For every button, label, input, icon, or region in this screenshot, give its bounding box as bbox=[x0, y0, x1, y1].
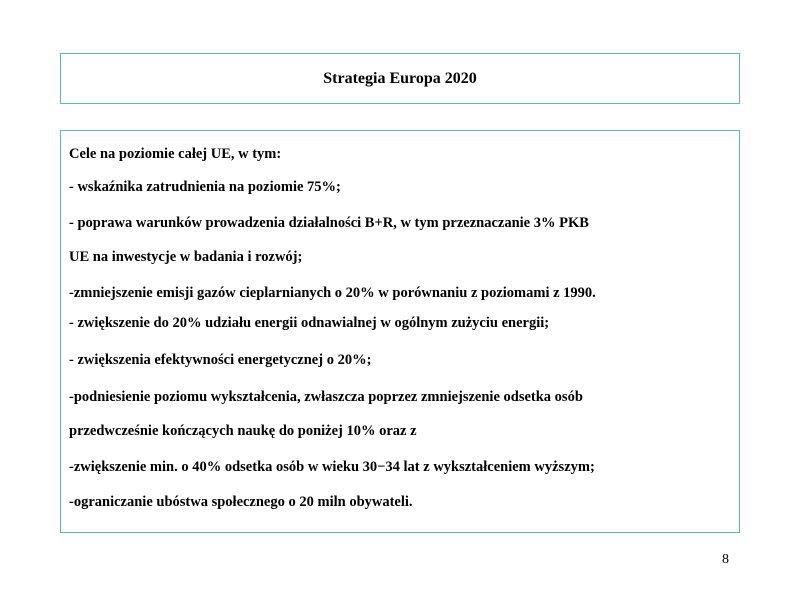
content-line-renewables: - zwiększenie do 20% udziału energii odnawialnej w ogólnym zużyciu energii; bbox=[69, 315, 550, 331]
content-line-poverty: -ograniczanie ubóstwa społecznego o 20 miln obywateli. bbox=[69, 494, 413, 510]
slide-title: Strategia Europa 2020 bbox=[323, 69, 477, 87]
slide-title-box bbox=[60, 53, 740, 104]
content-box bbox=[60, 130, 740, 533]
content-line-higher-education: -zwiększenie min. o 40% odsetka osób w wieku 30−34 lat z wykształceniem wyższym; bbox=[69, 459, 595, 475]
page-number: 8 bbox=[722, 552, 729, 567]
content-line-rnd: - poprawa warunków prowadzenia działalności B+R, w tym przeznaczanie 3% PKB bbox=[69, 215, 589, 231]
content-line-emissions: -zmniejszenie emisji gazów cieplarnianych o 20% w porównaniu z poziomami z 1990. bbox=[69, 285, 596, 301]
content-line-employment: - wskaźnika zatrudnienia na poziomie 75%; bbox=[69, 179, 341, 195]
content-line-efficiency: - zwiększenia efektywności energetycznej o 20%; bbox=[69, 352, 372, 368]
content-line-education-cont: przedwcześnie kończących naukę do poniżej 10% oraz z bbox=[69, 423, 417, 439]
content-line-education: -podniesienie poziomu wykształcenia, zwłaszcza poprzez zmniejszenie odsetka osób bbox=[69, 389, 583, 405]
content-line-rnd-cont: UE na inwestycje w badania i rozwój; bbox=[69, 249, 303, 265]
content-line-heading: Cele na poziomie całej UE, w tym: bbox=[69, 146, 282, 162]
